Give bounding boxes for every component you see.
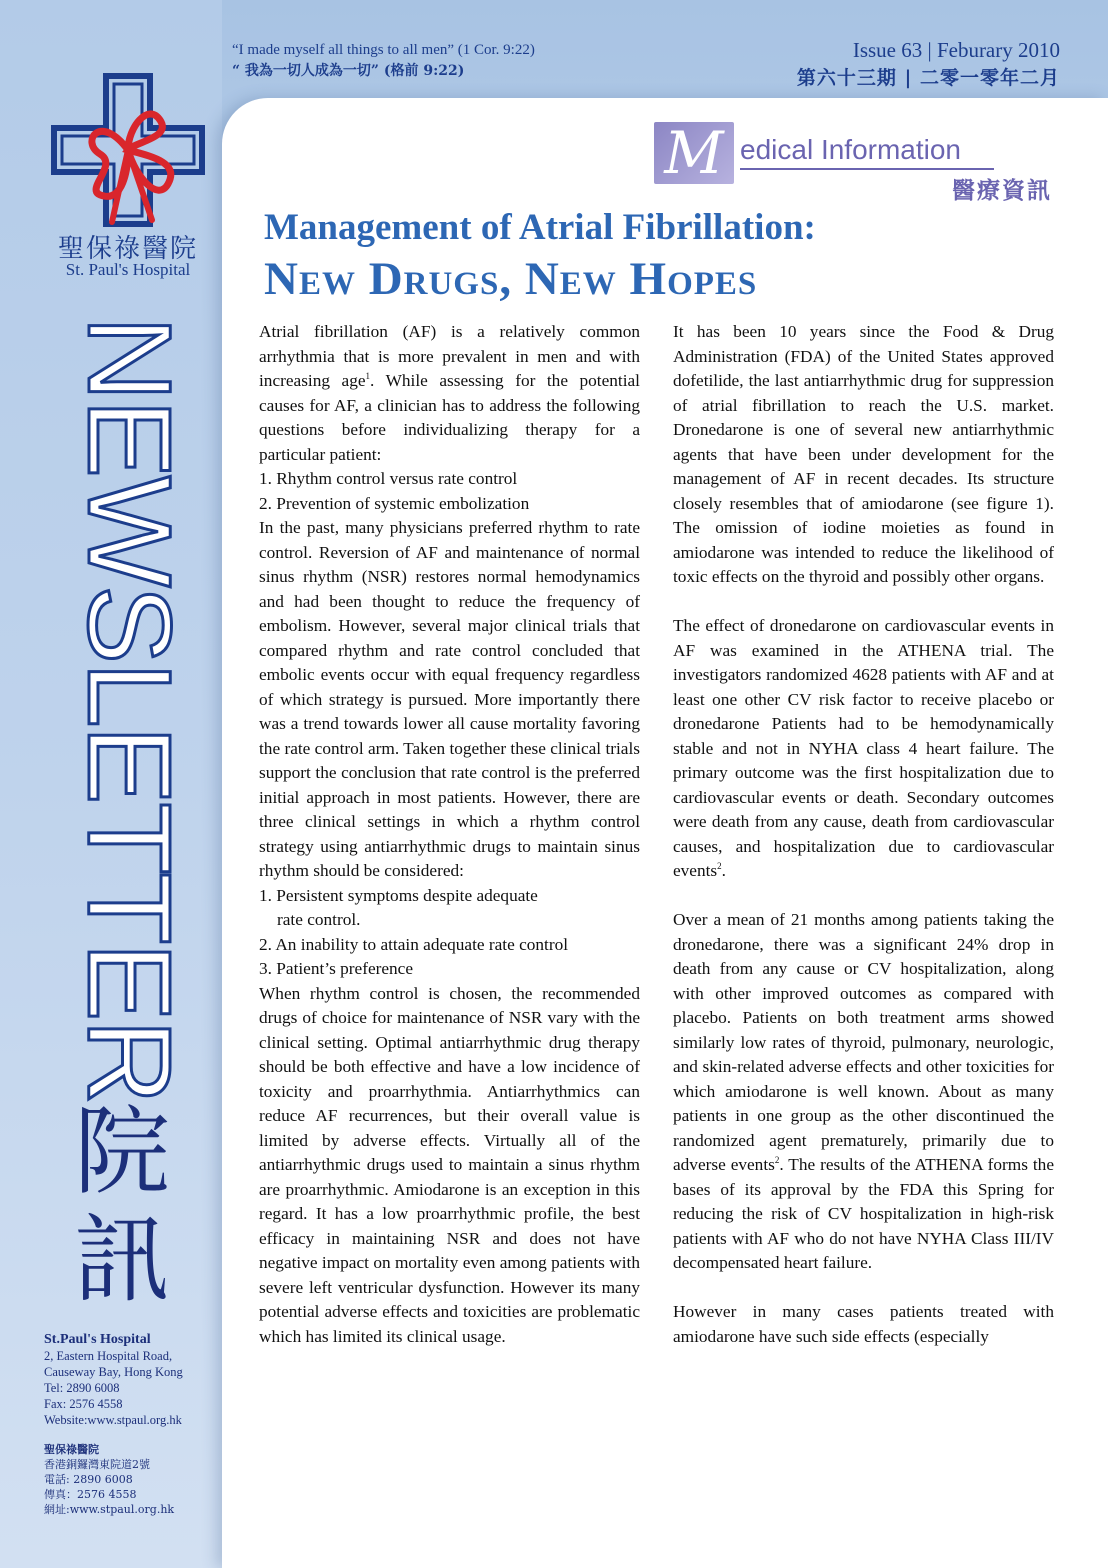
footnote-ref: 1 [365,371,371,382]
medical-info-label-cn: 醫療資訊 [952,177,1052,204]
text-run: Over a mean of 21 months among patients taking the dronedarone, there was a significant 24% drop in death from any cause or CV hospitalization, along with other improved outcomes as compared with placebo. Patients on both treatment arms showed similarly low rates of thyroid, pulmonary, neurologic, and skin-related adverse effects and other toxicities for which amiodarone is well known. About as many patients in one group as the other discontinued the randomized agent prematurely, primarily due to adverse events [673,910,1054,1174]
issue-cn: 第六十三期 | 二零一零年二月 [796,67,1060,89]
text-run: The effect of dronedarone on cardiovascular events in AF was examined in the ATHENA trial. The investigators randomized 4628 patients with AF and at least one other CV risk factor to receive placebo or dronedarone Patients had to be hemodynamically stable and not in NYHA class 4 heart failure. The primary outcome was the first hospitalization due to cardiovascular events or death. Secondary outcomes were death from any cause, death from cardiovascular causes, and hospitalization due to cardiovascular events [673,616,1054,880]
contact-address-1: 2, Eastern Hospital Road, [44,1349,173,1363]
hospital-name-cn: 聖保祿醫院 [57,234,198,264]
newsletter-masthead: NEWSLETTER [63,316,195,1103]
footnote-ref: 2 [774,1155,780,1166]
paragraph: When rhythm control is chosen, the recommended drugs of choice for maintenance of NSR vary with the clinical setting. Optimal antiarrhythmic drug therapy should be both effective and have a low incidence of toxicity and proarrhythmia. Antiarrhythmics can reduce AF recurrences, but their overall value is limited by adverse effects. Virtually all of the antiarrhythmic drugs used to maintain a sinus rhythm are proarrhythmic. Amiodarone is an exception in this regard. It has a low proarrhythmic profile, the best efficacy in maintaining NSR and does not have negative impact on mortality even among patients with severe left ventricular dysfunction. However its many potential adverse effects and toxicities are problematic which has limited its clinical usage. [259,983,640,1346]
medical-info-logo-icon [654,119,734,187]
paragraph [673,614,1054,884]
article-column-left [259,320,640,1349]
text-run: . The results of the ATHENA forms the bases of its approval by the FDA this Spring for reducing the risk of CV hospitalization in high-risk patients with AF who do not have NYHA Class III/IV decompensated heart failure. [673,1155,1054,1272]
contact-fax: Fax: 2576 4558 [44,1397,123,1411]
article-title: Management of Atrial Fibrillation: [264,207,816,248]
hospital-name-en: St. Paul's Hospital [65,260,191,279]
contact-name-cn: 聖保祿醫院 [44,1443,99,1456]
text-run: . [721,861,726,880]
quote-en: “I made myself all things to all men” (1 Cor. 9:22) [232,42,535,58]
paragraph: However in many cases patients treated with amiodarone have such side effects (especially [673,1302,1054,1346]
issue-info [797,36,1060,92]
contact-tel: Tel: 2890 6008 [44,1381,120,1395]
header-quote [232,40,535,82]
contact-fax-cn: 傳真：2576 4558 [44,1488,137,1501]
paragraph [259,320,640,467]
article-subtitle: New Drugs, New Hopes [264,253,758,305]
list-item: 3. Patient’s preference [259,959,414,978]
contact-info-en [44,1332,219,1428]
list-item: 2. An inability to attain adequate rate control [259,934,569,954]
text-run: . While assessing for the potential causes for AF, a clinician has to address the following questions before individualizing therapy for a particular patient: [259,371,640,464]
contact-name: St.Paul's Hospital [44,1332,151,1347]
newsletter-masthead-cn [62,1098,182,1314]
masthead-char-2: 訊 [74,1204,170,1316]
medical-info-letter: M [664,119,724,187]
sidebar [0,0,222,1568]
hospital-logo-icon [50,72,206,228]
contact-website[interactable]: Website:www.stpaul.org.hk [44,1413,182,1427]
masthead-char-1: 院 [74,1096,170,1208]
article-column-right [673,320,1054,1349]
text-run: Atrial fibrillation (AF) is a relatively common arrhythmia that is more prevalent in men and with increasing age [259,322,640,390]
list-item: 2. Prevention of systemic embolization [259,493,530,513]
contact-website-cn[interactable]: 網址:www.stpaul.org.hk [44,1503,175,1516]
paragraph [673,908,1054,1276]
list-item: 1. Persistent symptoms despite adequate [259,885,538,905]
paragraph: It has been 10 years since the Food & Drug Administration (FDA) of the United States approved dofetilide, the last antiarrhythmic drug for suppression of atrial fibrillation to reach the U.S. market. Dronedarone is one of several new antiarrhythmic agents that have been under development for the management of AF in recent decades. Its structure closely resembles that of amiodarone (see figure 1). The omission of iodine moieties as found in amiodarone was intended to reduce the likelihood of toxic effects on the thyroid and possibly other organs. [673,322,1054,586]
medical-info-label: edical Information [740,134,994,170]
contact-address-cn: 香港銅鑼灣東院道2號 [44,1458,150,1471]
contact-address-2: Causeway Bay, Hong Kong [44,1365,183,1379]
contact-info-cn [44,1442,219,1517]
contact-tel-cn: 電話: 2890 6008 [44,1473,133,1486]
paragraph: In the past, many physicians preferred rhythm to rate control. Reversion of AF and maintenance of normal sinus rhythm (NSR) restores normal hemodynamics and had been thought to reduce the frequency of embolism. However, several major clinical trials that compared rhythm and rate control concluded that embolic events occur with equal frequency regardless of which strategy is pursued. More importantly there was a trend towards lower all cause mortality favoring the rate control arm. Taken together these clinical trials support the conclusion that rate control is the preferred initial approach in most patients. However, there are three clinical settings in which a rhythm control strategy using antiarrhythmic drugs to maintain sinus rhythm should be considered: [259,518,640,880]
list-item-continued: rate control. [277,910,361,929]
quote-cn: “ 我為一切人成為一切” (格前 9:22) [232,63,465,79]
list-item: 1. Rhythm control versus rate control [259,469,518,488]
issue-en: Issue 63 | Feburary 2010 [852,38,1060,62]
footnote-ref: 2 [717,861,722,872]
